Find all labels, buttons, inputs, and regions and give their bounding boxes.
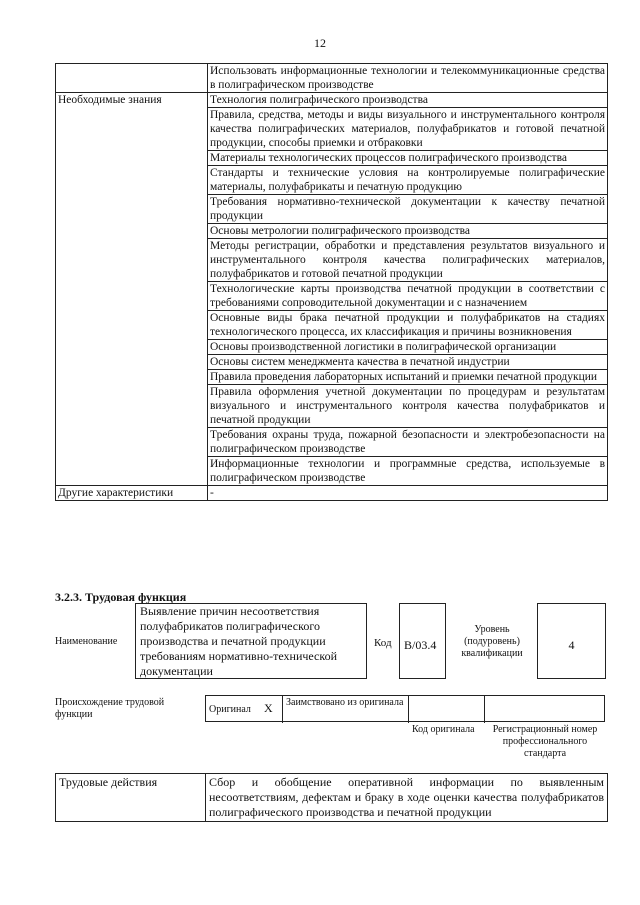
level-label: Уровень (подуровень) квалификации bbox=[461, 624, 523, 659]
other-label: Другие характеристики bbox=[56, 486, 208, 501]
divider bbox=[408, 696, 409, 723]
knowledge-item: Правила проведения лабораторных испытаний и приемки печатной продукции bbox=[208, 370, 608, 385]
function-name: Выявление причин несоответствия полуфабрикатов полиграфического производства и печатной продукции требованиям нормативно-технической документации bbox=[140, 604, 338, 678]
knowledge-item: Методы регистрации, обработки и представления результатов визуального и инструментального контроля качества полиграфических материалов, полуфабрикатов и готовой печатной продукции bbox=[208, 239, 608, 282]
divider bbox=[282, 696, 283, 723]
knowledge-item: Требования охраны труда, пожарной безопасности и электробезопасности на полиграфическом производстве bbox=[208, 428, 608, 457]
knowledge-item: Основы производственной логистики в полиграфической организации bbox=[208, 340, 608, 355]
table-row bbox=[56, 93, 608, 108]
original-mark: X bbox=[264, 701, 273, 715]
knowledge-item: Основные виды брака печатной продукции и полуфабрикатов на стадиях технологического процесса, их классификация и причины возникновения bbox=[208, 311, 608, 340]
knowledge-label: Необходимые знания bbox=[56, 93, 208, 486]
page-number: 12 bbox=[314, 36, 326, 50]
reg-number-caption: Регистрационный номер профессионального стандарта bbox=[492, 724, 598, 759]
knowledge-item: Основы метрологии полиграфического производства bbox=[208, 224, 608, 239]
knowledge-item: Правила оформления учетной документации по процедурам и результатам визуального и инструментального контроля качества полуфабрикатов и печатной продукции bbox=[208, 385, 608, 428]
knowledge-item: Материалы технологических процессов полиграфического производства bbox=[208, 151, 608, 166]
level-box bbox=[537, 603, 606, 679]
section-heading: 3.2.3. Трудовая функция bbox=[55, 590, 187, 604]
code-box bbox=[399, 603, 446, 679]
knowledge-item: Технологические карты производства печатной продукции в соответствии с требованиями сопроводительной документации и с назначением bbox=[208, 282, 608, 311]
divider bbox=[484, 696, 485, 723]
knowledge-item: Основы систем менеджмента качества в печатной индустрии bbox=[208, 355, 608, 370]
skill-item: Использовать информационные технологии и телекоммуникационные средства в полиграфическом производстве bbox=[208, 64, 608, 93]
labor-actions-text: Сбор и обобщение оперативной информации по выявленным несоответствиям, дефектам и браку в ходе оценки качества полуфабрикатов полиграфического производства и печатной продукции bbox=[206, 774, 608, 822]
knowledge-table bbox=[55, 63, 608, 501]
code-label: Код bbox=[374, 637, 392, 649]
table-row bbox=[56, 774, 608, 822]
function-name-box bbox=[135, 603, 367, 679]
code-value: В/03.4 bbox=[404, 638, 437, 652]
knowledge-item: Технология полиграфического производства bbox=[208, 93, 608, 108]
knowledge-item: Информационные технологии и программные средства, используемые в полиграфическом производстве bbox=[208, 457, 608, 486]
knowledge-item: Правила, средства, методы и виды визуального и инструментального контроля качества полиграфических материалов, полуфабрикатов и готовой печатной продукции, способы приемки и отбраковки bbox=[208, 108, 608, 151]
code-original-caption: Код оригинала bbox=[412, 724, 475, 735]
labor-actions-table bbox=[55, 773, 608, 822]
original-label: Оригинал bbox=[209, 704, 251, 715]
empty-label-cell bbox=[56, 64, 208, 93]
other-value: - bbox=[208, 486, 608, 501]
borrowed-label: Заимствовано из оригинала bbox=[286, 697, 404, 708]
name-label: Наименование bbox=[55, 636, 118, 647]
labor-actions-label: Трудовые действия bbox=[56, 774, 206, 822]
knowledge-item: Стандарты и технические условия на контролируемые полиграфические материалы, полуфабрикаты и печатную продукцию bbox=[208, 166, 608, 195]
origin-grid bbox=[205, 695, 605, 722]
table-row bbox=[56, 64, 608, 93]
table-row bbox=[56, 486, 608, 501]
knowledge-item: Требования нормативно-технической документации к качеству печатной продукции bbox=[208, 195, 608, 224]
level-value: 4 bbox=[568, 638, 575, 652]
origin-label: Происхождение трудовой функции bbox=[55, 697, 165, 720]
